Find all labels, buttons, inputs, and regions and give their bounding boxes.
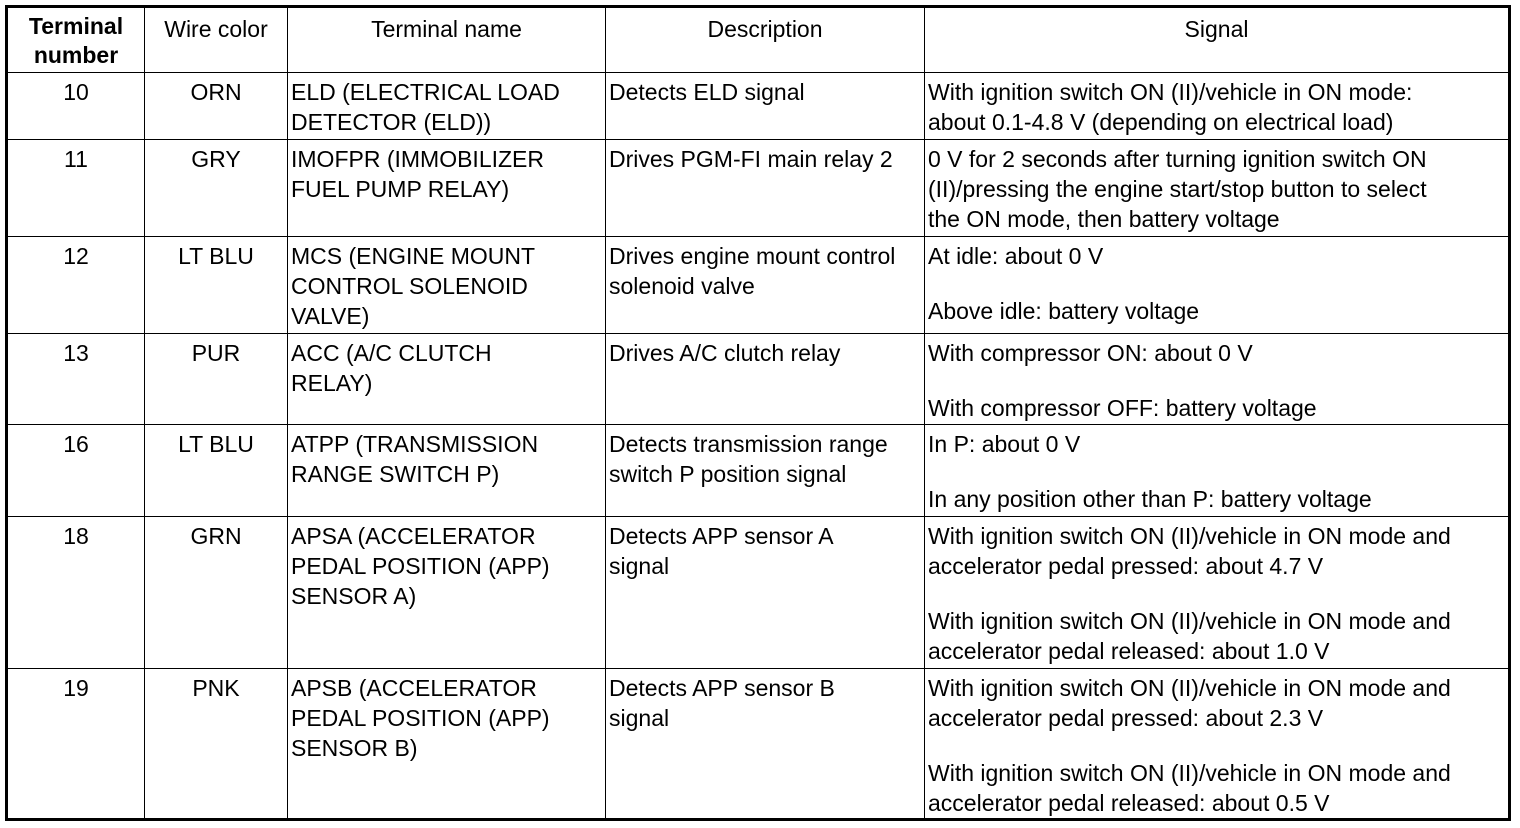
description-line: Drives PGM-FI main relay 2	[609, 146, 893, 172]
description-cell	[606, 334, 925, 425]
header-terminal-name: Terminal name	[288, 7, 606, 73]
signal-line: With ignition switch ON (II)/vehicle in ON mode and	[928, 523, 1451, 549]
wire-color-cell: LT BLU	[145, 425, 288, 517]
terminal-name-cell	[288, 73, 606, 140]
signal-spacer	[928, 459, 1505, 484]
signal-cell	[925, 140, 1510, 237]
signal-line: accelerator pedal pressed: about 2.3 V	[928, 705, 1324, 731]
terminal-name-line: APSB (ACCELERATOR	[291, 675, 537, 701]
description-line: Drives A/C clutch relay	[609, 340, 841, 366]
description-cell	[606, 669, 925, 820]
description-line: signal	[609, 705, 670, 731]
terminal-name-line: RELAY)	[291, 370, 373, 396]
terminal-number-cell: 12	[7, 237, 145, 334]
terminal-number-cell: 10	[7, 73, 145, 140]
terminal-name-line: ACC (A/C CLUTCH	[291, 340, 492, 366]
terminal-name-cell	[288, 334, 606, 425]
terminal-number-cell: 11	[7, 140, 145, 237]
table-body	[7, 73, 1510, 820]
signal-line: With compressor ON: about 0 V	[928, 340, 1253, 366]
table-row	[7, 669, 1510, 820]
table-row	[7, 334, 1510, 425]
signal-cell	[925, 425, 1510, 517]
signal-cell	[925, 517, 1510, 669]
signal-spacer	[928, 581, 1505, 606]
terminal-name-line: ELD (ELECTRICAL LOAD	[291, 79, 560, 105]
terminal-name-line: VALVE)	[291, 303, 370, 329]
wire-color-cell: ORN	[145, 73, 288, 140]
terminal-name-line: FUEL PUMP RELAY)	[291, 176, 510, 202]
header-signal: Signal	[925, 7, 1510, 73]
terminal-name-line: RANGE SWITCH P)	[291, 461, 500, 487]
terminal-name-line: CONTROL SOLENOID	[291, 273, 528, 299]
signal-cell	[925, 237, 1510, 334]
signal-cell	[925, 669, 1510, 820]
terminal-name-line: MCS (ENGINE MOUNT	[291, 243, 536, 269]
terminal-name-cell	[288, 425, 606, 517]
signal-cell	[925, 334, 1510, 425]
table-row	[7, 140, 1510, 237]
table-row	[7, 517, 1510, 669]
header-row	[7, 7, 1510, 73]
wire-color-cell: PNK	[145, 669, 288, 820]
terminal-number-cell: 18	[7, 517, 145, 669]
description-line: switch P position signal	[609, 461, 847, 487]
header-wire-color: Wire color	[145, 7, 288, 73]
description-line: Detects ELD signal	[609, 79, 805, 105]
signal-line: accelerator pedal released: about 0.5 V	[928, 790, 1330, 816]
signal-spacer	[928, 368, 1505, 393]
header-terminal-number-line: number	[33, 42, 119, 68]
header-description: Description	[606, 7, 925, 73]
signal-line: the ON mode, then battery voltage	[928, 206, 1280, 232]
signal-line: With ignition switch ON (II)/vehicle in ON mode and	[928, 675, 1451, 701]
header-terminal-number	[7, 7, 145, 73]
wire-color-cell: PUR	[145, 334, 288, 425]
signal-line: With ignition switch ON (II)/vehicle in ON mode and	[928, 608, 1451, 634]
table-row	[7, 425, 1510, 517]
table-row	[7, 237, 1510, 334]
terminal-name-cell	[288, 517, 606, 669]
terminal-name-line: IMOFPR (IMMOBILIZER	[291, 146, 544, 172]
description-line: signal	[609, 553, 670, 579]
terminal-number-cell: 16	[7, 425, 145, 517]
signal-spacer	[928, 271, 1505, 296]
terminal-name-line: ATPP (TRANSMISSION	[291, 431, 539, 457]
terminal-name-cell	[288, 669, 606, 820]
terminal-name-cell	[288, 140, 606, 237]
signal-line: With ignition switch ON (II)/vehicle in ON mode and	[928, 760, 1451, 786]
wire-color-cell: GRY	[145, 140, 288, 237]
signal-line: With compressor OFF: battery voltage	[928, 395, 1317, 421]
header-terminal-number-line: Terminal	[28, 13, 124, 39]
description-line: Detects APP sensor B	[609, 675, 835, 701]
description-line: Drives engine mount control	[609, 243, 896, 269]
terminal-name-line: PEDAL POSITION (APP)	[291, 705, 550, 731]
description-cell	[606, 425, 925, 517]
signal-line: With ignition switch ON (II)/vehicle in ON mode:	[928, 79, 1413, 105]
signal-line: Above idle: battery voltage	[928, 298, 1200, 324]
description-cell	[606, 73, 925, 140]
terminal-number-cell: 13	[7, 334, 145, 425]
terminal-number-cell: 19	[7, 669, 145, 820]
terminal-table	[5, 5, 1511, 821]
description-line: Detects APP sensor A	[609, 523, 834, 549]
wire-color-cell: LT BLU	[145, 237, 288, 334]
signal-line: In P: about 0 V	[928, 431, 1081, 457]
signal-line: At idle: about 0 V	[928, 243, 1104, 269]
terminal-name-line: SENSOR A)	[291, 583, 417, 609]
terminal-name-line: DETECTOR (ELD))	[291, 109, 492, 135]
signal-line: accelerator pedal pressed: about 4.7 V	[928, 553, 1324, 579]
table-row	[7, 73, 1510, 140]
signal-spacer	[928, 733, 1505, 758]
description-cell	[606, 517, 925, 669]
terminal-name-line: APSA (ACCELERATOR	[291, 523, 536, 549]
description-line: solenoid valve	[609, 273, 755, 299]
signal-line: 0 V for 2 seconds after turning ignition switch ON	[928, 146, 1427, 172]
signal-line: In any position other than P: battery voltage	[928, 486, 1372, 512]
terminal-name-line: PEDAL POSITION (APP)	[291, 553, 550, 579]
description-line: Detects transmission range	[609, 431, 888, 457]
signal-cell	[925, 73, 1510, 140]
signal-line: (II)/pressing the engine start/stop button to select	[928, 176, 1427, 202]
terminal-name-line: SENSOR B)	[291, 735, 418, 761]
signal-line: about 0.1-4.8 V (depending on electrical load)	[928, 109, 1394, 135]
description-cell	[606, 237, 925, 334]
description-cell	[606, 140, 925, 237]
signal-line: accelerator pedal released: about 1.0 V	[928, 638, 1330, 664]
wire-color-cell: GRN	[145, 517, 288, 669]
terminal-name-cell	[288, 237, 606, 334]
